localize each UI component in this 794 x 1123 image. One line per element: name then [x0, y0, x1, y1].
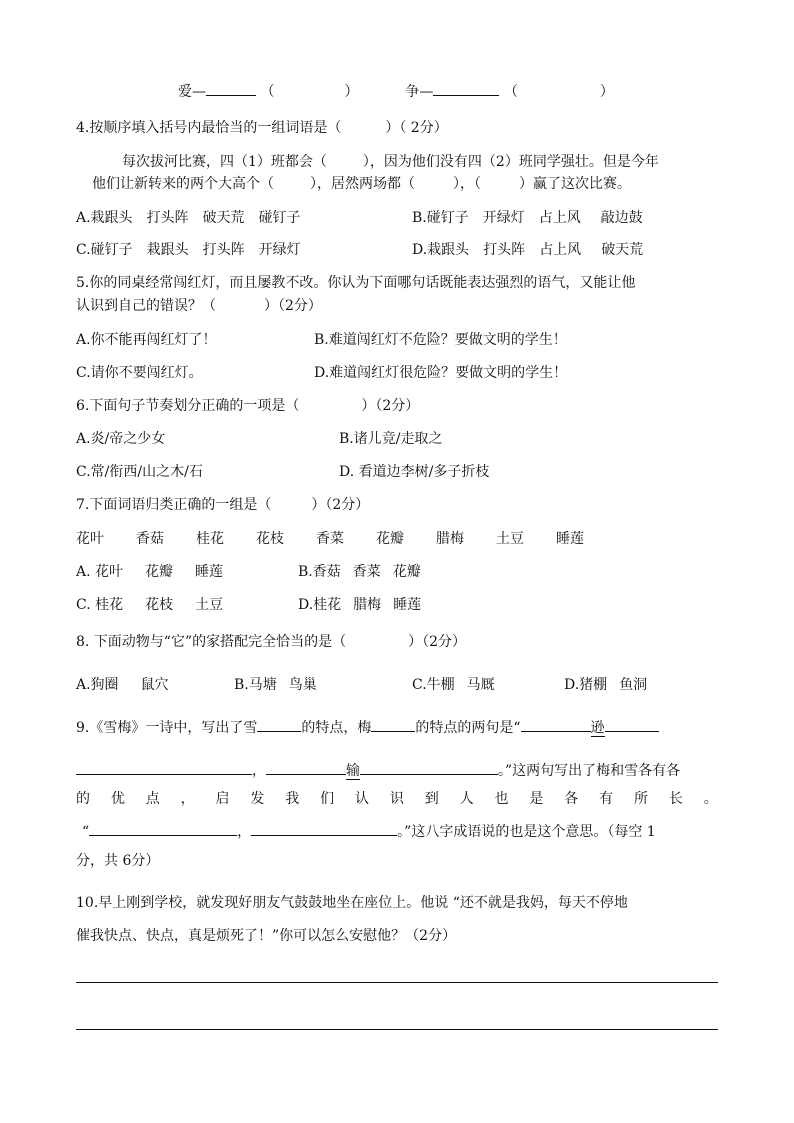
q9-line5: 分，共 6分）	[76, 853, 160, 869]
q4-passage-line1: 每次拔河比赛，四（1）班都会（ ），因为他们没有四（2）班同学强壮。但是今年	[122, 154, 659, 170]
q5-option-d[interactable]: D.难道闯红灯很危险？要做文明的学生！	[314, 365, 568, 381]
q9-line1: 9.《雪梅》一诗中，写出了雪 的特点，梅 的特点的两句是“ 逊	[76, 716, 659, 738]
word-item: 土豆	[496, 531, 524, 547]
q8-option-a[interactable]: A.狗圈 鼠穴	[76, 677, 169, 693]
answer-blank[interactable]	[206, 80, 256, 96]
q4-option-d[interactable]: D.栽跟头 打头阵 占上风 破天荒	[412, 242, 644, 258]
q7-word-list	[76, 529, 584, 549]
word-item: 花枝	[256, 531, 284, 547]
word-item: 腊梅	[436, 531, 464, 547]
q5-option-a[interactable]: A.你不能再闯红灯了！	[76, 332, 217, 348]
q5-stem-line2: 认识到自己的错误？（ ）（2分）	[76, 298, 322, 314]
q10-stem-line2: 催我快点、快点，真是烦死了！”你可以怎么安慰他？（2分）	[76, 928, 457, 944]
q10-stem-line1: 10.早上刚到学校，就发现好朋友气鼓鼓地坐在座位上。他说 “还不就是我妈，每天不停地	[76, 895, 628, 911]
q6-option-b[interactable]: B.诸儿竞/走取之	[339, 431, 443, 447]
answer-blank[interactable]	[76, 759, 252, 775]
q6-stem: 6.下面句子节奏划分正确的一项是（ ）（2分）	[76, 398, 420, 414]
ai-label: 爱—	[178, 84, 206, 100]
word-item: 睡莲	[556, 531, 584, 547]
q4-passage-line2: 他们让新转来的两个大高个（ ），居然两场都（ ），（ ）赢了这次比赛。	[92, 176, 631, 192]
q7-stem: 7.下面词语归类正确的一组是（ ）（2分）	[76, 497, 370, 513]
top-line: 爱— （ ） 争— （ ）	[178, 80, 614, 102]
q9-line4: “ ， 。”这八字成语说的也是这个意思。（每空 1	[82, 820, 656, 842]
q5-option-b[interactable]: B.难道闯红灯不危险？要做文明的学生！	[314, 332, 567, 348]
q8-stem: 8. 下面动物与“它”的家搭配完全恰当的是（ ）（2分）	[76, 634, 467, 650]
q8-option-b[interactable]: B.马塘 鸟巢	[234, 677, 317, 693]
answer-blank[interactable]	[521, 716, 591, 732]
word-item: 花瓣	[376, 531, 404, 547]
answer-line[interactable]	[76, 982, 718, 983]
q6-option-d[interactable]: D. 看道边李树/多子折枝	[339, 464, 490, 480]
answer-blank[interactable]	[605, 716, 659, 732]
q4-option-a[interactable]: A.栽跟头 打头阵 破天荒 碰钉子	[76, 210, 301, 226]
answer-blank[interactable]	[257, 716, 301, 732]
q5-stem-line1: 5.你的同桌经常闯红灯，而且屡教不改。你认为下面哪句话既能表达强烈的语气，又能让他	[76, 275, 636, 291]
word-item: 香菇	[136, 531, 164, 547]
answer-blank[interactable]	[371, 716, 415, 732]
word-item: 花叶	[76, 531, 104, 547]
answer-blank[interactable]	[251, 820, 397, 836]
zheng-label: 争—	[405, 84, 434, 100]
q5-option-c[interactable]: C.请你不要闯红灯。	[76, 365, 203, 381]
q4-option-b[interactable]: B.碰钉子 开绿灯 占上风 敲边鼓	[412, 210, 643, 226]
answer-blank[interactable]	[433, 80, 499, 96]
q6-option-c[interactable]: C.常/衔西/山之木/石	[76, 464, 203, 480]
q9-line2: ， 输 。”这两句写出了梅和雪各有各	[76, 759, 680, 781]
word-item: 桂花	[196, 531, 224, 547]
answer-line[interactable]	[76, 1029, 718, 1030]
q8-option-d[interactable]: D.猪棚 鱼洞	[564, 677, 648, 693]
q6-option-a[interactable]: A.炎/帝之少女	[76, 431, 166, 447]
q7-option-a[interactable]: A. 花叶 花瓣 睡莲	[76, 564, 224, 580]
q8-option-c[interactable]: C.牛棚 马厩	[412, 677, 495, 693]
q7-option-d[interactable]: D.桂花 腊梅 睡莲	[298, 597, 422, 613]
q7-option-b[interactable]: B.香菇 香菜 花瓣	[298, 564, 421, 580]
q9-line3: 的 优 点 ， 启 发 我 们 认 识 到 人 也 是 各 有 所 长 。	[76, 791, 718, 807]
answer-blank[interactable]	[266, 759, 346, 775]
q7-option-c[interactable]: C. 桂花 花枝 土豆	[76, 597, 224, 613]
q4-option-c[interactable]: C.碰钉子 栽跟头 打头阵 开绿灯	[76, 242, 301, 258]
word-item: 香菜	[316, 531, 344, 547]
answer-blank[interactable]	[360, 759, 498, 775]
answer-blank[interactable]	[89, 820, 237, 836]
q4-stem: 4.按顺序填入括号内最恰当的一组词语是（ ）（ 2分）	[76, 120, 448, 136]
